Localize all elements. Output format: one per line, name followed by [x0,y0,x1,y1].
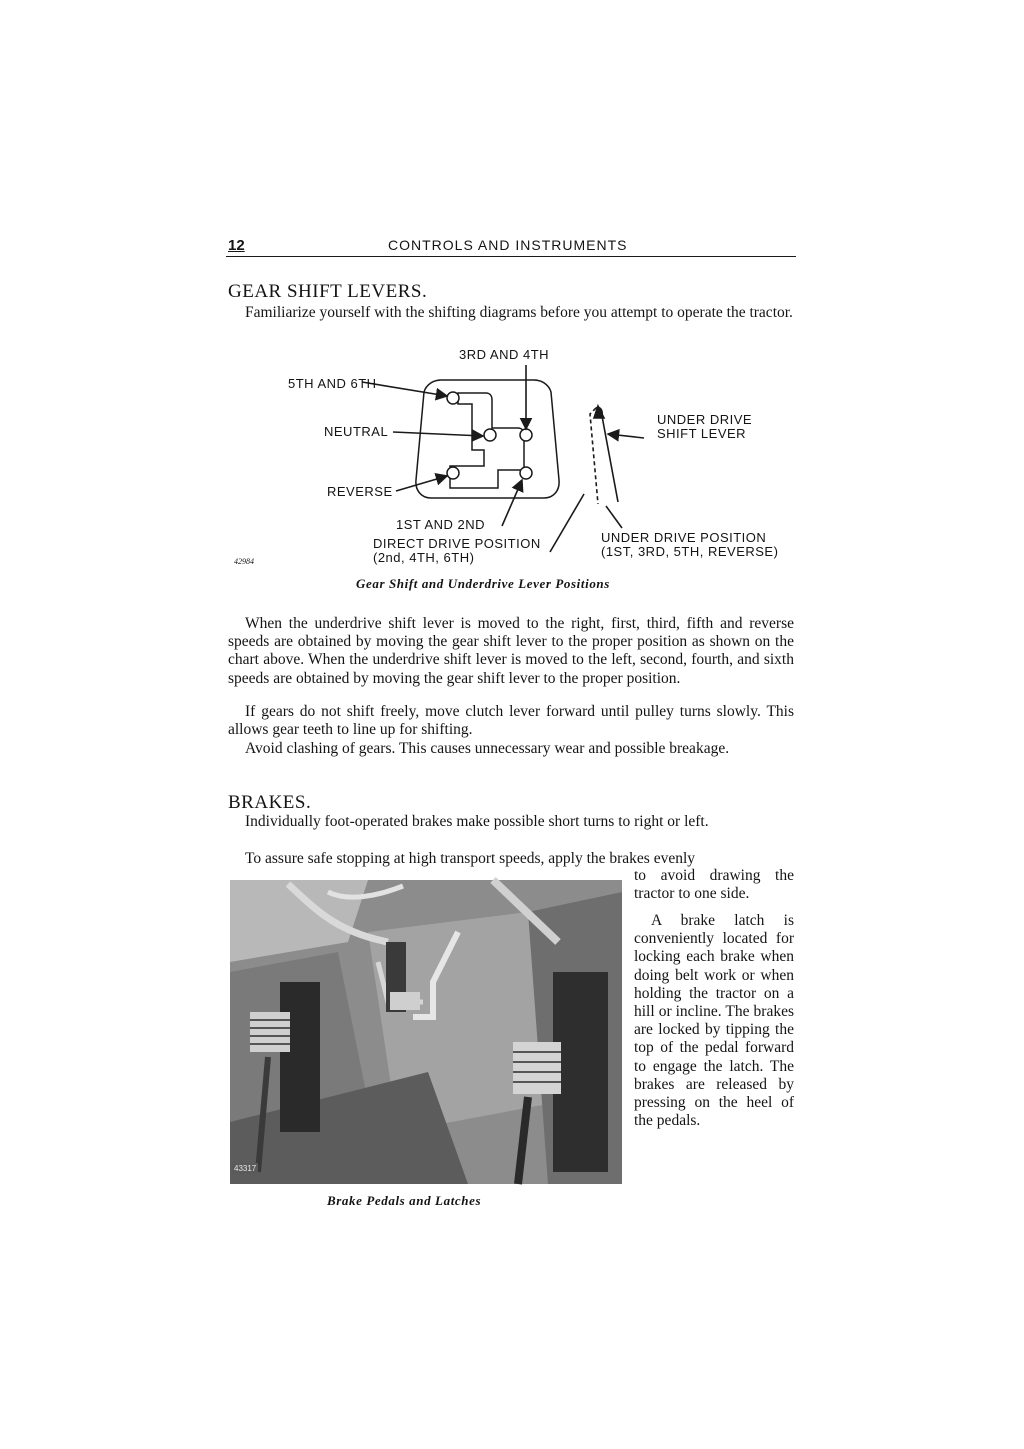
gear-shift-paragraph-1: When the underdrive shift lever is moved to the right, first, third, fifth and reverse speeds are obtained by moving the gear shift lever to the proper position as shown on the chart above. When the underdrive shift lever is moved to the left, second, fourth, and sixth speeds are obtained by moving the gear shift lever to the proper position. [228,615,794,687]
gear-shift-diagram [228,340,808,600]
brakes-paragraph-3: A brake latch is conveniently located for locking each brake when doing belt work or when holding the tractor on a hill or incline. The brakes are locked by tipping the top of the pedal forward to engage the latch. The brakes are released by pressing on the heel of the pedals. [634,912,794,1130]
label-direct-drive-gears: (2nd, 4TH, 6TH) [373,550,475,565]
label-neutral: NEUTRAL [324,424,389,439]
label-3rd-4th: 3RD AND 4TH [459,347,550,362]
label-under-drive-position: UNDER DRIVE POSITION [601,530,767,545]
label-direct-drive: DIRECT DRIVE POSITION [373,536,541,551]
running-title: CONTROLS AND INSTRUMENTS [388,237,628,253]
gear-shift-intro: Familiarize yourself with the shifting diagrams before you attempt to operate the tractor. [245,304,793,321]
brakes-paragraph-2-tail: to avoid drawing the tractor to one side. [634,867,794,903]
gear-shift-paragraph-3: Avoid clashing of gears. This causes unnecessary wear and possible breakage. [245,740,730,757]
left-brake-pedal [250,1012,290,1052]
label-under-drive-lever-2: SHIFT LEVER [657,426,747,441]
brake-pedals-photo [228,872,624,1188]
underdrive-lever [590,406,618,504]
brakes-paragraph-2: To assure safe stopping at high transport speeds, apply the brakes evenly [245,850,696,867]
label-1st-2nd: 1ST AND 2ND [396,517,486,532]
photo-number: 43317 [234,1164,257,1173]
brake-photo-caption: Brake Pedals and Latches [327,1193,482,1208]
figure-number: 42984 [234,557,254,566]
gear-shift-heading: GEAR SHIFT LEVERS. [228,281,428,302]
page-number: 12 [228,237,245,254]
header-rule [226,256,796,257]
right-brake-pedal [513,1042,561,1094]
gear-shift-paragraph-2: If gears do not shift freely, move clutch lever forward until pulley turns slowly. This allows gear teeth to line up for shifting. [228,703,794,739]
label-5th-6th: 5TH AND 6TH [288,376,377,391]
label-reverse: REVERSE [327,484,393,499]
brakes-heading: BRAKES. [228,792,312,813]
brake-pedals-image [228,872,624,1188]
label-under-drive-lever-1: UNDER DRIVE [657,412,753,427]
label-under-drive-gears: (1ST, 3RD, 5TH, REVERSE) [601,544,779,559]
brakes-paragraph-1: Individually foot-operated brakes make possible short turns to right or left. [245,813,709,830]
gear-shift-caption: Gear Shift and Underdrive Lever Positions [356,576,610,591]
